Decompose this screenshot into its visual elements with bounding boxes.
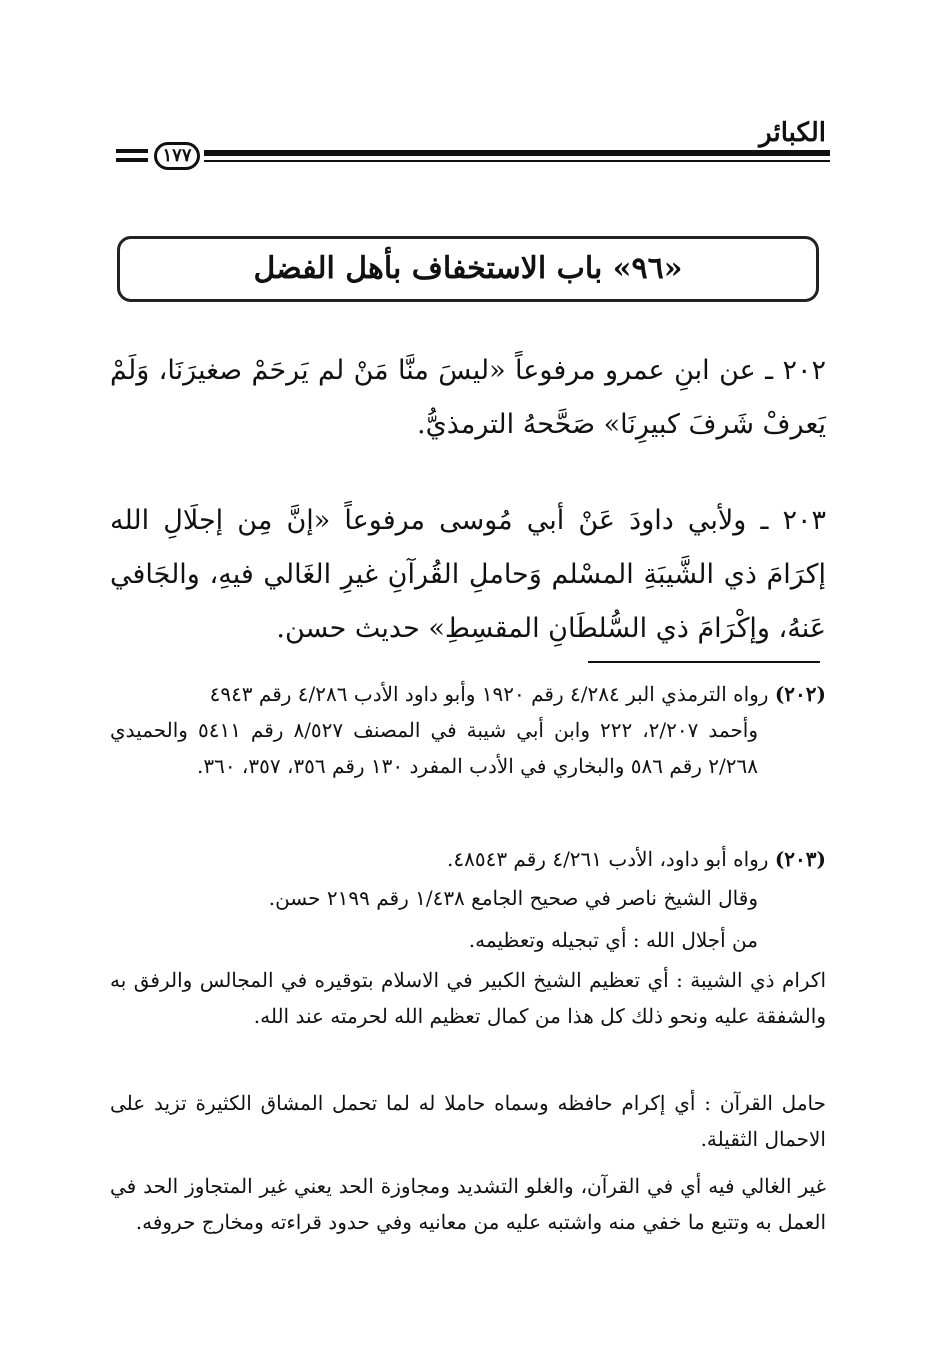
footnote-203	[110, 841, 826, 877]
footnote-202-continued: وأحمد ٢/٢٠٧، ٢٢٢ وابن أبي شيبة في المصنف ٨/٥٢٧ رقم ٥٤١١ والحميدي ٢/٢٦٨ رقم ٥٨٦ والبخاري في الأدب المفرد ١٣٠ رقم ٣٥٦، ٣٥٧، ٣٦٠.	[110, 718, 759, 778]
page-number: ١٧٧	[154, 142, 200, 170]
footnote-202	[110, 676, 826, 712]
note-hamil-quran: حامل القرآن : أي إكرام حافظه وسماه حاملا له لما تحمل المشاق الكثيرة تزيد على الاحمال الثقيلة.	[110, 1091, 826, 1151]
header-dash-bottom	[116, 158, 148, 162]
footnote-text: رواه أبو داود، الأدب ٤/٢٦١ رقم ٤٨٥٤٣.	[447, 847, 769, 871]
note-ghali: غير الغالي فيه أي في القرآن، والغلو التشديد ومجاوزة الحد يعني غير المتجاوز الحد في العمل به وتتبع ما خفي منه واشتبه عليه من معانيه وفي حدود قراءته ومخارج حروفه.	[110, 1174, 826, 1234]
footnote-marker: (٢٠٢)	[774, 682, 826, 706]
running-title: الكبائر	[759, 118, 826, 148]
chapter-heading-box	[117, 236, 819, 302]
header-dash-top	[116, 149, 148, 153]
footnote-separator	[588, 661, 820, 663]
footnote-marker: (٢٠٣)	[774, 847, 826, 871]
note-shaybah: اكرام ذي الشيبة : أي تعظيم الشيخ الكبير في الاسلام بتوقيره في المجالس والرفق به والشفقة عليه ونحو ذلك كل هذا من كمال تعظيم الله لحرمته عند الله.	[110, 968, 826, 1028]
note-ijlal: من أجلال الله : أي تبجيله وتعظيمه.	[468, 928, 758, 952]
hadith-203: ٢٠٣ ـ ولأبي داودَ عَنْ أبي مُوسى مرفوعاً «إنَّ مِن إجلَالِ الله إكرَامَ ذي الشَّيبَةِ المسْلم وَحاملِ القُرآنِ غيرِ الغَالي فيهِ، والجَافي عَنهُ، وإكْرَامَ ذي السُّلطَانِ المقسِطِ» حديث حسن.	[110, 505, 826, 644]
footnote-text: رواه الترمذي البر ٤/٢٨٤ رقم ١٩٢٠ وأبو داود الأدب ٤/٢٨٦ رقم ٤٩٤٣	[209, 682, 769, 706]
header-rule-thin	[204, 160, 830, 162]
hadith-202: ٢٠٢ ـ عن ابنِ عمرو مرفوعاً «ليسَ منَّا مَنْ لم يَرحَمْ صغيرَنَا، وَلَمْ يَعرفْ شَرفَ كبيرِنَا» صَحَّحهُ الترمذيُّ.	[110, 355, 826, 440]
note-sheikh-nasser: وقال الشيخ ناصر في صحيح الجامع ١/٤٣٨ رقم ٢١٩٩ حسن.	[268, 886, 758, 910]
header-rule-thick	[204, 150, 830, 156]
chapter-title: «٩٦» باب الاستخفاف بأهل الفضل	[253, 251, 683, 286]
